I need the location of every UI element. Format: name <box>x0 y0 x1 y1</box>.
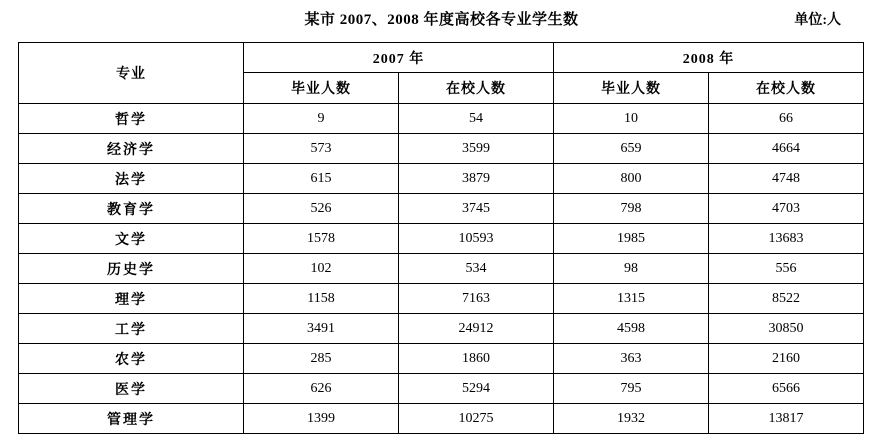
document-page <box>0 6 883 431</box>
cell-2007-enrolled: 5294 <box>399 374 554 404</box>
cell-2007-graduates: 3491 <box>244 314 399 344</box>
column-header-2008-enrolled: 在校人数 <box>709 73 864 104</box>
cell-2007-enrolled: 10275 <box>399 404 554 434</box>
cell-2007-graduates: 285 <box>244 344 399 374</box>
cell-2007-graduates: 526 <box>244 194 399 224</box>
cell-major: 历史学 <box>19 254 244 284</box>
cell-2007-enrolled: 10593 <box>399 224 554 254</box>
cell-major: 农学 <box>19 344 244 374</box>
table-container <box>18 42 863 434</box>
cell-2008-enrolled: 4703 <box>709 194 864 224</box>
cell-2008-enrolled: 66 <box>709 104 864 134</box>
cell-2008-enrolled: 13683 <box>709 224 864 254</box>
cell-2007-graduates: 615 <box>244 164 399 194</box>
table-header <box>19 43 864 104</box>
cell-2007-enrolled: 3599 <box>399 134 554 164</box>
column-header-2008-graduates: 毕业人数 <box>554 73 709 104</box>
cell-major: 理学 <box>19 284 244 314</box>
cell-major: 教育学 <box>19 194 244 224</box>
cell-major: 经济学 <box>19 134 244 164</box>
cell-2007-graduates: 1578 <box>244 224 399 254</box>
cell-2007-graduates: 9 <box>244 104 399 134</box>
cell-2008-graduates: 10 <box>554 104 709 134</box>
table-row <box>19 134 864 164</box>
table-row <box>19 314 864 344</box>
cell-2007-graduates: 102 <box>244 254 399 284</box>
table-row <box>19 254 864 284</box>
table-header-row-year <box>19 43 864 73</box>
cell-major: 文学 <box>19 224 244 254</box>
table-row <box>19 164 864 194</box>
cell-2008-graduates: 1985 <box>554 224 709 254</box>
cell-2007-graduates: 1399 <box>244 404 399 434</box>
cell-2007-enrolled: 24912 <box>399 314 554 344</box>
cell-2008-graduates: 1315 <box>554 284 709 314</box>
cell-major: 工学 <box>19 314 244 344</box>
cell-major: 医学 <box>19 374 244 404</box>
cell-2008-graduates: 659 <box>554 134 709 164</box>
cell-2007-enrolled: 54 <box>399 104 554 134</box>
cell-2008-enrolled: 4664 <box>709 134 864 164</box>
cell-2007-graduates: 1158 <box>244 284 399 314</box>
cell-2007-enrolled: 534 <box>399 254 554 284</box>
table-row <box>19 224 864 254</box>
cell-2007-enrolled: 7163 <box>399 284 554 314</box>
cell-2007-enrolled: 3745 <box>399 194 554 224</box>
cell-2008-graduates: 798 <box>554 194 709 224</box>
cell-2008-enrolled: 13817 <box>709 404 864 434</box>
title-row <box>0 6 883 36</box>
unit-label: 单位:人 <box>794 13 841 28</box>
cell-2008-graduates: 363 <box>554 344 709 374</box>
cell-2008-enrolled: 4748 <box>709 164 864 194</box>
column-header-major: 专业 <box>19 43 244 104</box>
table-row <box>19 344 864 374</box>
table-row <box>19 404 864 434</box>
table-row <box>19 194 864 224</box>
cell-major: 管理学 <box>19 404 244 434</box>
cell-2007-graduates: 573 <box>244 134 399 164</box>
cell-2008-graduates: 1932 <box>554 404 709 434</box>
cell-2008-enrolled: 2160 <box>709 344 864 374</box>
student-count-table <box>18 42 864 434</box>
cell-2008-graduates: 800 <box>554 164 709 194</box>
cell-2008-enrolled: 556 <box>709 254 864 284</box>
column-header-year-2007: 2007 年 <box>244 43 554 73</box>
cell-2008-graduates: 4598 <box>554 314 709 344</box>
cell-2008-enrolled: 6566 <box>709 374 864 404</box>
page-title: 某市 2007、2008 年度高校各专业学生数 <box>304 12 579 28</box>
cell-2008-enrolled: 8522 <box>709 284 864 314</box>
cell-2008-graduates: 795 <box>554 374 709 404</box>
table-row <box>19 104 864 134</box>
cell-2008-graduates: 98 <box>554 254 709 284</box>
table-body <box>19 104 864 434</box>
cell-major: 法学 <box>19 164 244 194</box>
column-header-year-2008: 2008 年 <box>554 43 864 73</box>
column-header-2007-enrolled: 在校人数 <box>399 73 554 104</box>
table-row <box>19 374 864 404</box>
cell-2007-graduates: 626 <box>244 374 399 404</box>
cell-2007-enrolled: 3879 <box>399 164 554 194</box>
table-row <box>19 284 864 314</box>
cell-2007-enrolled: 1860 <box>399 344 554 374</box>
cell-2008-enrolled: 30850 <box>709 314 864 344</box>
cell-major: 哲学 <box>19 104 244 134</box>
column-header-2007-graduates: 毕业人数 <box>244 73 399 104</box>
